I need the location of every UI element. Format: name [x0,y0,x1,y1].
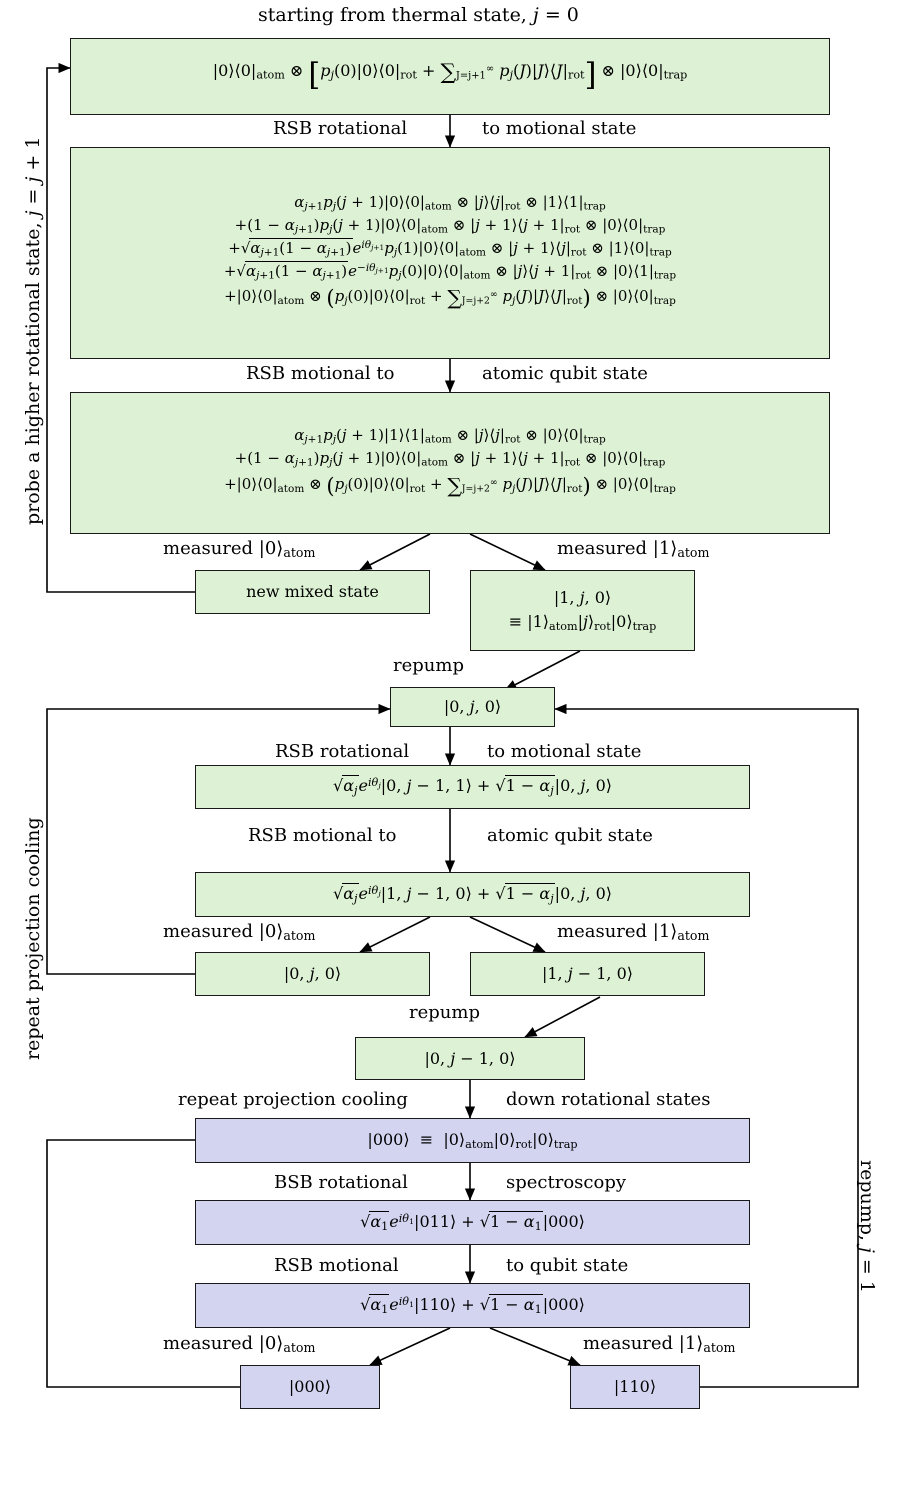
edge-label-repump-1: repump [393,655,464,676]
box-outcome-000-line: |000⟩ [288,1377,332,1397]
box-superposition-rot-cooling-line: $√\alpha_je^{i\theta_j}|0$, j − 1, 1⟩ + $√1 - \alpha_j|0$, j, 0⟩ [333,776,612,798]
edge-label-measured-0-2: measured $|0⟩_{atom}$ [163,921,316,944]
box-state-1jm10-line: |1, j − 1, 0⟩ [541,964,634,984]
edge-label-rsb-rotational-2-left: RSB rotational [275,741,410,762]
box-after-rsb-rotational-1-line-4: $+√\alpha_{j+1}(1$ − $\alpha_{j+1})e^{-i\theta_{j+1}}p_j(0)|0⟩⟨0|_{atom}$ ⊗ |j⟩⟨j + $1|_{rot}$ ⊗ $|0⟩⟨1|_{trap}$ [223,261,677,282]
box-after-rsb-rotational-1-line-3: $+√\alpha_{j+1}(1$ − $\alpha_{j+1})e^{i\theta_{j+1}}p_j(1)|0⟩⟨0|_{atom}$ ⊗ $|j + 1⟩⟨j|_{rot}$ ⊗ $|1⟩⟨0|_{trap}$ [228,238,672,259]
side-label-repeat-cooling: repeat projection cooling [22,817,44,1060]
box-state-1j0-line-1: |1, j, 0⟩ [553,588,612,608]
box-after-rsb-rotational-1-line-5: $+|0⟩⟨0|_{atom}$ ⊗ ($p_j(0)|0⟩⟨0|_{rot} + \sum_{J=j+2}^\infty$ $p_j(J)|J⟩⟨J|_{rot}$) ⊗ $|0⟩⟨0|_{trap}$ [224,285,676,311]
box-after-rsb-rotational-1-line-1: $\alpha_{j+1}p_j(j$ + $1)|0⟩⟨0|_{atom}$ ⊗ $|j⟩⟨j|_{rot}$ ⊗ $|1⟩⟨1|_{trap}$ [294,193,606,213]
box-after-rsb-motional-1-line-2: $+(1 - \alpha_{j+1})p_j(j$ + $1)|0⟩⟨0|_{atom}$ ⊗ |j + 1⟩⟨j + $1|_{rot}$ ⊗ $|0⟩⟨0|_{trap}$ [234,448,666,469]
edge-label-bsb-rotational-right: spectroscopy [506,1172,627,1193]
edge-label-repeat-cooling-right: down rotational states [506,1089,711,1110]
edge-label-rsb-motional-3-right: to qubit state [506,1255,629,1276]
edge-label-repump-2: repump [409,1002,480,1023]
box-superposition-bsb-line: $√\alpha_1e^{i\theta_1}|011⟩ + √1$ − $\alpha_1|000⟩$ [360,1211,585,1233]
box-after-rsb-motional-1 [70,392,830,534]
box-state-0j0-left-line: |0, j, 0⟩ [283,964,342,984]
edge-label-repeat-cooling-left: repeat projection cooling [178,1089,408,1110]
box-state-0j0-left [195,952,430,996]
box-state-0jm10 [355,1037,585,1080]
box-state-1jm10 [470,952,705,996]
box-superposition-mot-cooling-line: $√\alpha_je^{i\theta_j}|1$, j − 1, 0⟩ + $√1 - \alpha_j|0$, j, 0⟩ [333,883,612,905]
edge-label-measured-1-3: measured $|1⟩_{atom}$ [583,1333,736,1356]
box-state-000-definition [195,1118,750,1163]
side-label-probe-higher: probe a higher rotational state, j = j + 1 [22,136,44,525]
edge-label-measured-0-1: measured $|0⟩_{atom}$ [163,538,316,561]
edge-label-rsb-motional-1-left: RSB motional to [246,363,395,384]
edge-label-rsb-motional-1-right: atomic qubit state [482,363,648,384]
edge-label-measured-0-3: measured $|0⟩_{atom}$ [163,1333,316,1356]
edge-label-rsb-motional-2-left: RSB motional to [248,825,397,846]
box-new-mixed-state [195,570,430,614]
box-after-rsb-rotational-1-line-2: $+(1 - \alpha_{j+1})p_j(j$ + $1)|0⟩⟨0|_{atom}$ ⊗ |j + 1⟩⟨j + $1|_{rot}$ ⊗ $|0⟩⟨0|_{trap}$ [234,215,666,236]
box-after-rsb-rotational-1 [70,147,830,359]
box-superposition-rsb-qubit-line: $√\alpha_1e^{i\theta_1}|110⟩ + √1$ − $\alpha_1|000⟩$ [360,1294,585,1316]
edge-label-rsb-motional-3-left: RSB motional [274,1255,399,1276]
box-thermal-state [70,38,830,115]
edge-label-rsb-motional-2-right: atomic qubit state [487,825,653,846]
box-thermal-state-line: $|0⟩⟨0|_{atom}$ ⊗ [$p_j(0)|0⟩⟨0|_{rot} + \sum_{J=j+1}^\infty$ $p_j(J)|J⟩⟨J|_{rot}$] ⊗ $|0⟩⟨0|_{trap}$ [212,58,688,94]
box-after-rsb-motional-1-line-3: $+|0⟩⟨0|_{atom}$ ⊗ ($p_j(0)|0⟩⟨0|_{rot} + \sum_{J=j+2}^\infty$ $p_j(J)|J⟩⟨J|_{rot}$) ⊗ $|0⟩⟨0|_{trap}$ [224,472,676,498]
edge-label-bsb-rotational-left: BSB rotational [274,1172,408,1193]
box-superposition-rsb-qubit [195,1283,750,1328]
box-state-0j0-top [390,687,555,727]
edge-label-measured-1-2: measured $|1⟩_{atom}$ [557,921,710,944]
top-title: starting from thermal state, j = 0 [258,4,579,26]
edge-label-rsb-rotational-2-right: to motional state [487,741,642,762]
box-state-1j0 [470,570,695,651]
box-superposition-mot-cooling [195,872,750,917]
box-state-1j0-line-2: ≡ $|1⟩_{atom}|j⟩_{rot}|0⟩_{trap}$ [508,611,657,633]
edge-label-measured-1-1: measured $|1⟩_{atom}$ [557,538,710,561]
box-outcome-110-line: |110⟩ [613,1377,657,1397]
box-state-0j0-top-line: |0, j, 0⟩ [443,697,502,717]
box-state-0jm10-line: |0, j − 1, 0⟩ [424,1048,516,1068]
box-new-mixed-state-line: new mixed state [246,582,379,602]
box-after-rsb-motional-1-line-1: $\alpha_{j+1}p_j(j$ + $1)|1⟩⟨1|_{atom}$ ⊗ $|j⟩⟨j|_{rot}$ ⊗ $|0⟩⟨0|_{trap}$ [294,425,606,446]
edge-label-rsb-rotational-1-right: to motional state [482,118,637,139]
box-state-000-definition-line: |000⟩ ≡ $|0⟩_{atom}|0⟩_{rot}|0⟩_{trap}$ [367,1129,578,1151]
side-label-repump-j1: repump, j = 1 [856,1160,878,1293]
box-outcome-000 [240,1365,380,1409]
box-superposition-rot-cooling [195,765,750,809]
edge-label-rsb-rotational-1-left: RSB rotational [273,118,408,139]
box-outcome-110 [570,1365,700,1409]
box-superposition-bsb [195,1200,750,1245]
